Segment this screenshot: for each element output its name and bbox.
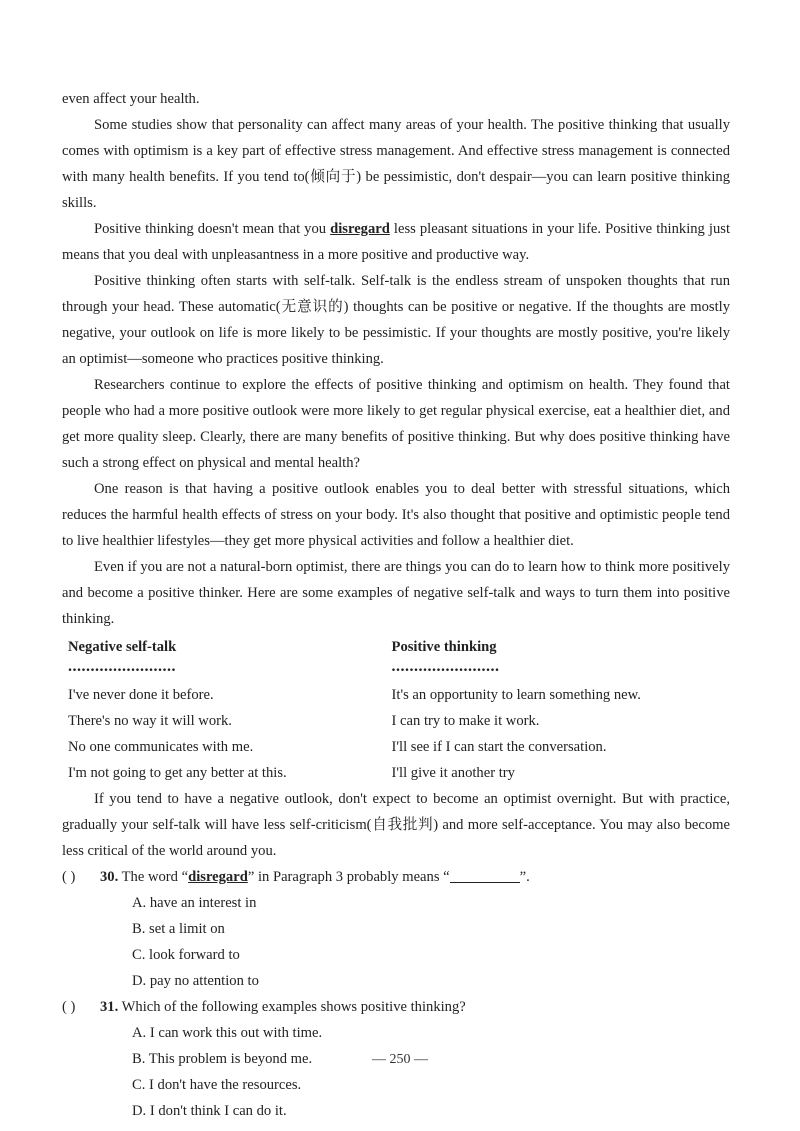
paragraph-2-part-b: less pleasant situations in your life. Positive thinking just means that you deal with unpleasantness in a more positive and productive way.	[62, 221, 730, 263]
article	[62, 86, 730, 1124]
table-row	[68, 682, 730, 708]
paragraph-2-part-a: Positive thinking doesn't mean that you	[94, 221, 331, 237]
question-30-stem-b: ” in Paragraph 3 probably means “	[247, 869, 450, 885]
paragraph-1: Some studies show that personality can affect many areas of your health. The positive thinking that usually comes with optimism is a key part of effective stress management. And effective stress management is connected with many health benefits. If you tend to(倾向于) be pessimistic, don't despair—you can learn positive thinking skills.	[62, 117, 730, 211]
negative-cell: I'm not going to get any better at this.	[68, 765, 287, 781]
paragraph-2	[62, 216, 730, 268]
option-b[interactable]: B. set a limit on	[132, 921, 225, 937]
table-dots	[68, 660, 730, 682]
positive-cell: I'll see if I can start the conversation.	[391, 739, 607, 755]
answer-blank[interactable]	[450, 868, 520, 883]
question-30-keyword: disregard	[188, 869, 248, 885]
paragraph-5: One reason is that having a positive outlook enables you to deal better with stressful situations, which reduces the harmful health effects of stress on your body. It's also thought that positive and optimistic people tend to live healthier lifestyles—they get more physical activities and follow a healthier diet.	[62, 481, 730, 549]
page-number: — 250 —	[372, 1052, 428, 1067]
paragraph-0: even affect your health.	[62, 91, 200, 107]
header-positive: Positive thinking	[391, 639, 497, 655]
self-talk-table	[62, 634, 730, 786]
option-c[interactable]: C. look forward to	[132, 947, 240, 963]
negative-cell: No one communicates with me.	[68, 739, 254, 755]
positive-cell: It's an opportunity to learn something new.	[391, 687, 641, 703]
paragraph-7: If you tend to have a negative outlook, don't expect to become an optimist overnight. But with practice, gradually your self-talk will have less self-criticism(自我批判) and more self-acceptance. You may also become less critical of the world around you.	[62, 791, 730, 859]
answer-slot-30[interactable]: ( )	[62, 869, 76, 885]
question-30-stem-a: The word “	[118, 869, 189, 885]
option-c[interactable]: C. I don't have the resources.	[132, 1077, 302, 1093]
table-header	[68, 634, 730, 660]
positive-cell: I can try to make it work.	[391, 713, 540, 729]
positive-cell: I'll give it another try	[391, 765, 515, 781]
answer-slot-31[interactable]: ( )	[62, 999, 76, 1015]
table-row	[68, 760, 730, 786]
option-a[interactable]: A. I can work this out with time.	[132, 1025, 323, 1041]
option-d[interactable]: D. pay no attention to	[132, 973, 259, 989]
negative-cell: There's no way it will work.	[68, 713, 232, 729]
keyword-disregard: disregard	[330, 221, 390, 237]
question-30-stem-c: ”.	[519, 869, 530, 885]
table-row	[68, 734, 730, 760]
paragraph-4: Researchers continue to explore the effects of positive thinking and optimism on health. They found that people who had a more positive outlook were more likely to get regular physical exercise, eat a healthier diet, and get more quality sleep. Clearly, there are many benefits of positive thinking. But why does positive thinking have such a strong effect on physical and mental health?	[62, 377, 730, 471]
option-a[interactable]: A. have an interest in	[132, 895, 257, 911]
paragraph-6: Even if you are not a natural-born optimist, there are things you can do to learn how to think more positively and become a positive thinker. Here are some examples of negative self-talk and ways to turn them into positive thinking.	[62, 559, 730, 627]
dots-left: ........................	[68, 658, 176, 675]
option-b[interactable]: B. This problem is beyond me.	[132, 1051, 313, 1067]
question-30-options	[132, 890, 730, 994]
question-number-31: 31.	[100, 999, 119, 1015]
negative-cell: I've never done it before.	[68, 687, 214, 703]
paragraph-3: Positive thinking often starts with self-talk. Self-talk is the endless stream of unspoken thoughts that run through your head. These automatic(无意识的) thoughts can be positive or negative. If the thoughts are mostly negative, your outlook on life is more likely to be pessimistic. If your thoughts are mostly positive, you're likely an optimist—someone who practices positive thinking.	[62, 273, 730, 367]
dots-right: ........................	[391, 658, 500, 675]
question-31	[62, 994, 730, 1020]
question-number-30: 30.	[100, 869, 119, 885]
header-negative: Negative self-talk	[68, 639, 177, 655]
question-30	[62, 864, 730, 890]
question-31-stem: Which of the following examples shows positive thinking?	[118, 999, 466, 1015]
table-row	[68, 708, 730, 734]
question-31-options	[132, 1020, 730, 1124]
option-d[interactable]: D. I don't think I can do it.	[132, 1103, 287, 1119]
